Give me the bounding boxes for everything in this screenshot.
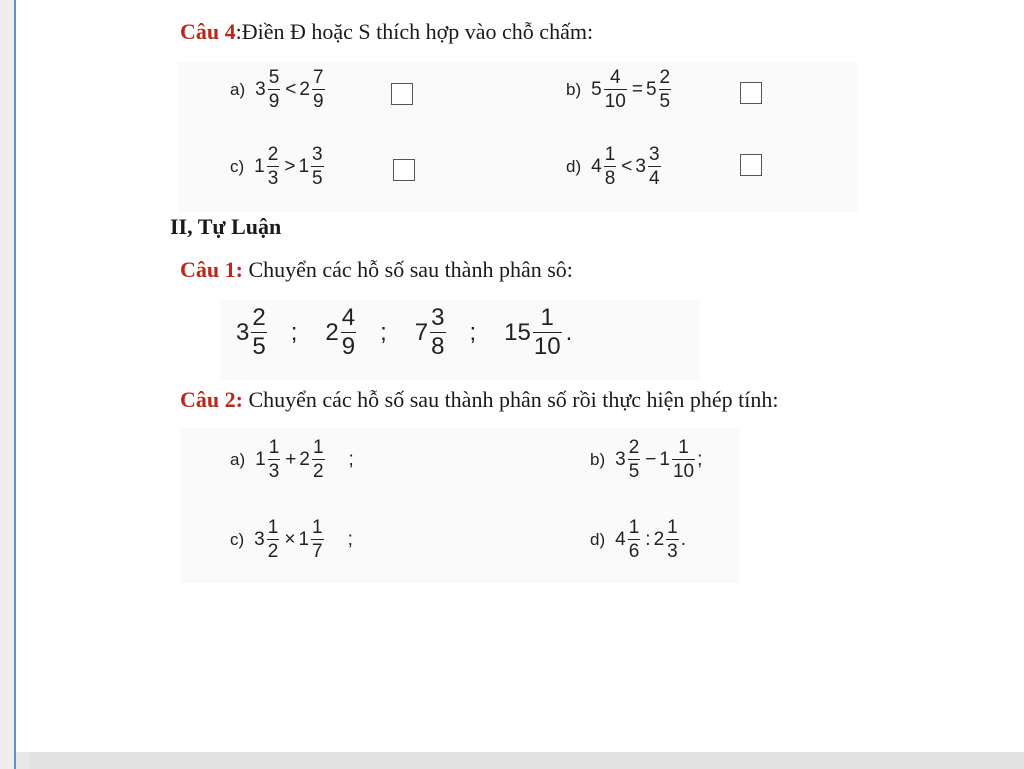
- denominator: 8: [604, 168, 616, 189]
- denominator: 9: [341, 333, 356, 360]
- q2-item-b: [590, 438, 702, 481]
- q4-item-a: [230, 68, 327, 111]
- item-label: d): [590, 529, 606, 549]
- operator: −: [645, 448, 657, 470]
- fraction: [267, 145, 280, 188]
- numerator: 1: [268, 437, 280, 458]
- end-mark: ;: [697, 448, 703, 470]
- numerator: 1: [604, 144, 616, 165]
- denominator: 5: [628, 461, 640, 482]
- fraction: [666, 518, 679, 561]
- item-label: b): [590, 449, 606, 469]
- denominator: 9: [268, 91, 280, 112]
- item-label: d): [566, 156, 582, 176]
- operator: :: [645, 528, 651, 550]
- denominator: 10: [672, 461, 695, 482]
- q4-text: :Điền Đ hoặc S thích hợp vào chỗ chấm:: [235, 19, 594, 44]
- whole: 2: [325, 318, 339, 346]
- operator: >: [284, 155, 296, 177]
- q2-item-c: [230, 518, 353, 561]
- item-label: a): [230, 449, 246, 469]
- numerator: 2: [659, 67, 671, 88]
- fraction: [311, 518, 324, 561]
- fraction: [268, 438, 281, 481]
- denominator: 8: [431, 333, 445, 360]
- numerator: 3: [431, 304, 445, 331]
- numerator: 4: [609, 67, 621, 88]
- whole: 7: [414, 318, 429, 346]
- denominator: 10: [604, 91, 626, 112]
- whole: 3: [255, 78, 266, 100]
- section-title: II, Tự Luận: [170, 214, 282, 239]
- whole: 1: [254, 155, 265, 177]
- numerator: 2: [252, 304, 266, 331]
- fraction: [251, 306, 266, 359]
- numerator: 1: [312, 517, 323, 538]
- page-bottom-edge: [30, 752, 1024, 769]
- numerator: 3: [648, 144, 660, 165]
- fraction: [628, 518, 641, 561]
- denominator: 3: [267, 168, 279, 189]
- fraction: [430, 306, 445, 359]
- whole: 1: [298, 155, 310, 177]
- fraction: [672, 438, 695, 481]
- fraction: [628, 438, 641, 481]
- q2-label: Câu 2:: [180, 387, 243, 412]
- denominator: 5: [659, 91, 671, 112]
- denominator: 2: [312, 461, 324, 482]
- answer-checkbox-b[interactable]: [740, 82, 762, 104]
- numerator: 7: [312, 67, 324, 88]
- answer-checkbox-a[interactable]: [391, 83, 413, 105]
- q4-heading: [180, 19, 593, 45]
- fraction: [648, 145, 661, 188]
- denominator: 5: [252, 333, 266, 360]
- whole: 4: [615, 528, 626, 550]
- denominator: 10: [533, 333, 561, 360]
- end-mark: .: [680, 528, 686, 550]
- operator: <: [285, 78, 297, 100]
- separator: ;: [380, 318, 387, 346]
- whole: 1: [298, 528, 310, 550]
- q2-text: Chuyển các hỗ số sau thành phân số rồi thực hiện phép tính:: [242, 387, 779, 412]
- q4-item-b: [566, 68, 673, 111]
- whole: 2: [299, 448, 310, 470]
- numerator: 2: [267, 144, 279, 165]
- denominator: 2: [267, 541, 279, 562]
- whole: 15: [504, 318, 531, 346]
- answer-checkbox-d[interactable]: [740, 154, 762, 176]
- denominator: 7: [312, 541, 323, 562]
- whole: 5: [591, 78, 602, 100]
- separator: ;: [290, 318, 298, 346]
- item-label: c): [230, 156, 245, 176]
- answer-checkbox-c[interactable]: [393, 159, 415, 181]
- denominator: 3: [667, 541, 678, 562]
- q2-heading: [180, 387, 779, 413]
- whole: 2: [299, 78, 310, 100]
- whole: 3: [236, 318, 250, 346]
- denominator: 9: [312, 91, 324, 112]
- item-label: c): [230, 529, 245, 549]
- fraction: [312, 438, 325, 481]
- whole: 1: [255, 448, 266, 470]
- end-mark: ;: [347, 528, 353, 550]
- denominator: 3: [268, 461, 280, 482]
- end-mark: ;: [348, 448, 354, 470]
- numerator: 1: [540, 304, 554, 331]
- separator: .: [565, 318, 573, 346]
- fraction: [659, 68, 672, 111]
- whole: 3: [254, 528, 265, 550]
- numerator: 3: [312, 144, 323, 165]
- q2-item-a: [230, 438, 354, 481]
- numerator: 1: [267, 517, 279, 538]
- operator: ×: [284, 528, 296, 550]
- fraction: [312, 68, 325, 111]
- whole: 4: [591, 155, 602, 177]
- denominator: 4: [648, 168, 660, 189]
- whole: 5: [645, 78, 657, 100]
- q4-label: Câu 4: [180, 19, 236, 44]
- whole: 1: [659, 448, 670, 470]
- numerator: 5: [268, 67, 280, 88]
- fraction: [267, 518, 280, 561]
- denominator: 6: [628, 541, 640, 562]
- numerator: 4: [341, 304, 356, 331]
- q1-heading: [180, 257, 573, 283]
- q1-label: Câu 1:: [180, 257, 243, 282]
- denominator: 5: [312, 168, 323, 189]
- operator: +: [285, 448, 297, 470]
- separator: ;: [469, 318, 477, 346]
- item-label: a): [230, 79, 246, 99]
- whole: 2: [653, 528, 665, 550]
- operator: <: [621, 155, 633, 177]
- numerator: 2: [628, 437, 640, 458]
- numerator: 1: [678, 437, 689, 458]
- fraction: [311, 145, 324, 188]
- fraction: [341, 306, 356, 359]
- whole: 3: [615, 448, 626, 470]
- q1-text: Chuyển các hỗ số sau thành phân sô:: [242, 257, 573, 282]
- fraction: [268, 68, 281, 111]
- numerator: 1: [312, 437, 324, 458]
- left-rule: [0, 0, 16, 769]
- q4-item-d: [566, 145, 663, 188]
- q1-mixed-numbers: [236, 306, 572, 359]
- operator: =: [631, 78, 643, 100]
- fraction: [604, 145, 617, 188]
- q4-item-c: [230, 145, 326, 188]
- item-label: b): [566, 79, 582, 99]
- q2-item-d: [590, 518, 686, 561]
- whole: 3: [635, 155, 646, 177]
- fraction: [604, 68, 627, 111]
- numerator: 1: [667, 517, 678, 538]
- fraction: [533, 306, 562, 359]
- numerator: 1: [628, 517, 640, 538]
